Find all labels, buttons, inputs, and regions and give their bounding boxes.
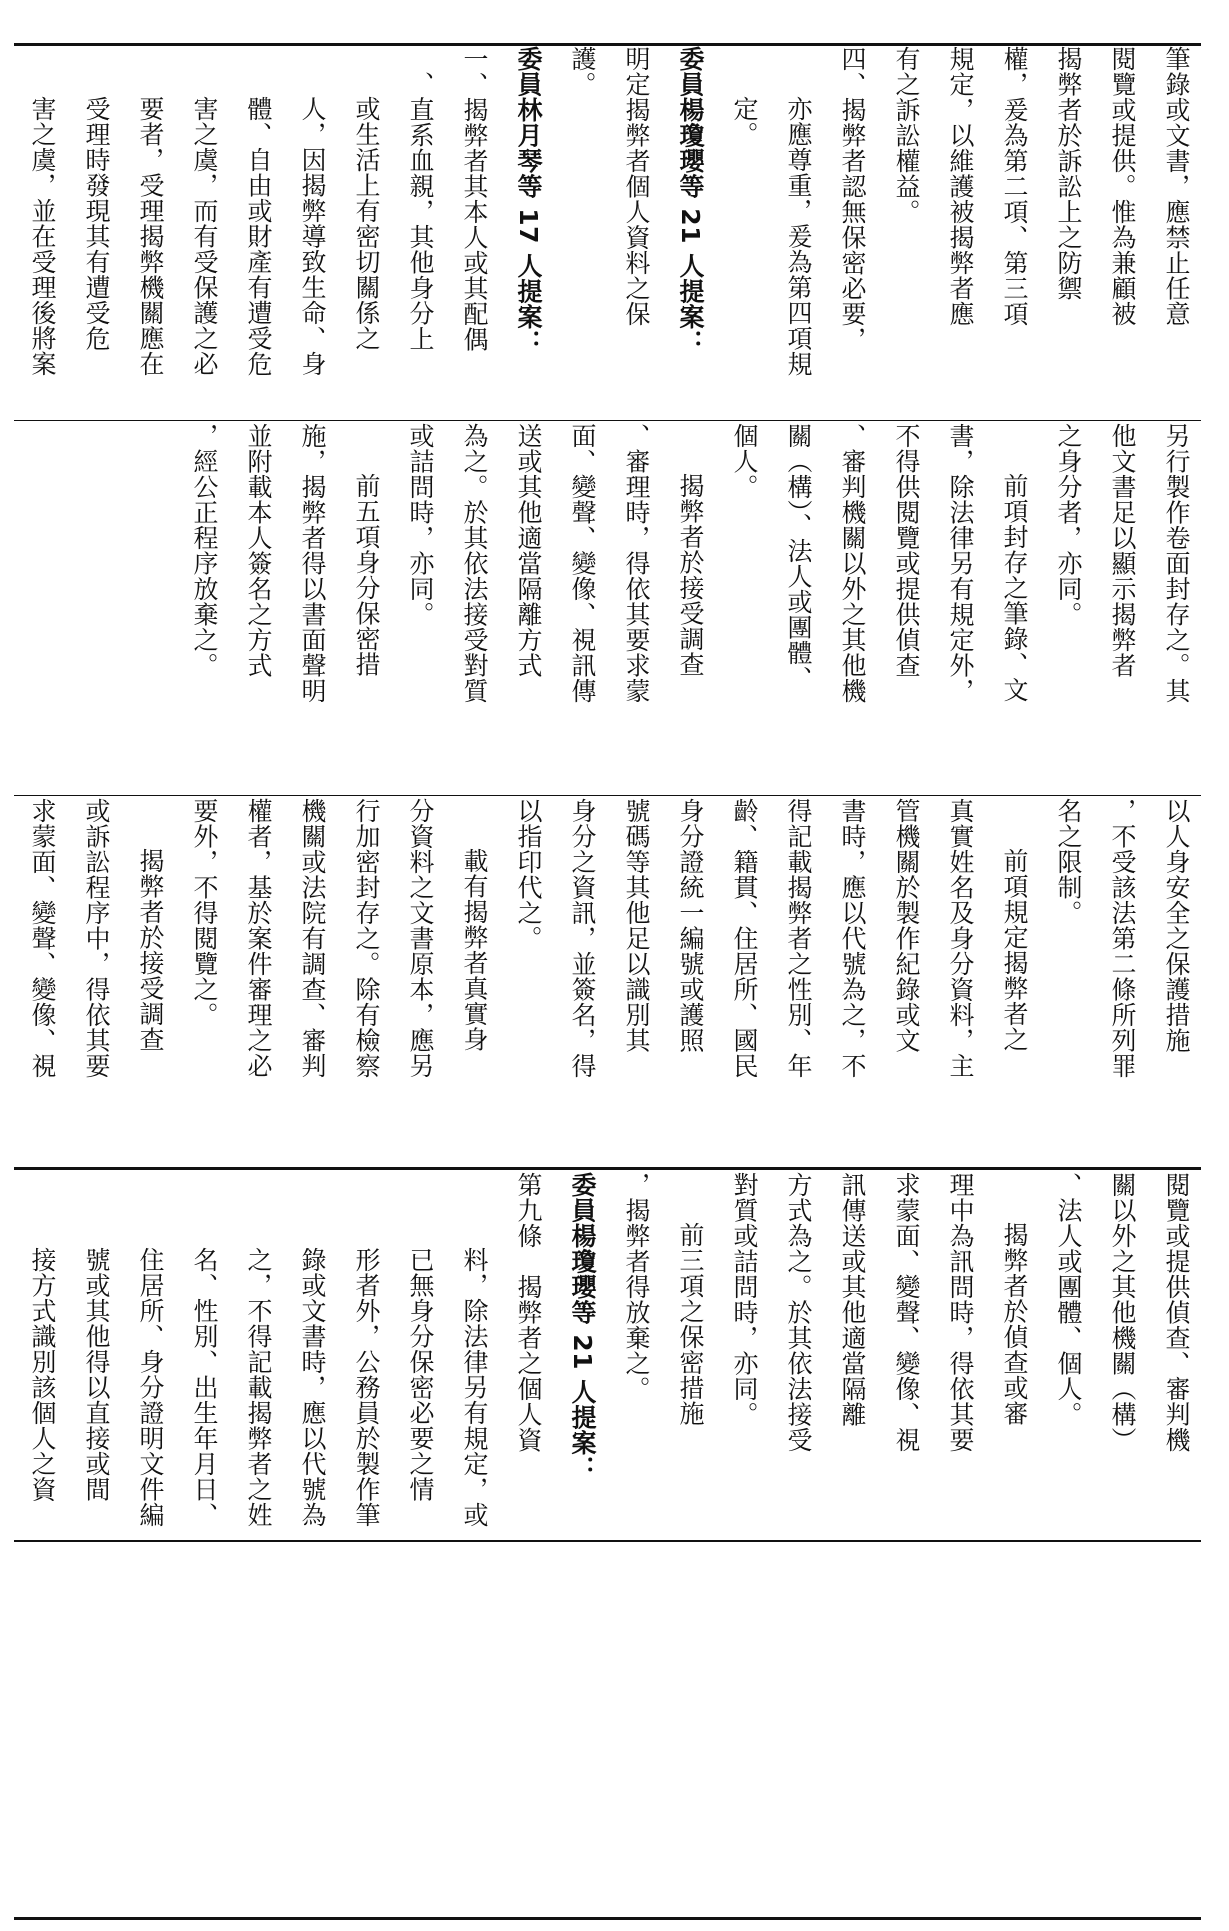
text-line: 送或其他適當隔離方式 [514,423,543,678]
text-line: 前三項之保密措施 [676,1222,705,1426]
text-block-4 [14,1172,1201,1536]
text-line: 並附載本人簽名之方式 [244,423,273,678]
text-line: 住居所、身分證明文件編 [136,1247,165,1528]
text-line: 身分證統一編號或護照 [676,798,705,1053]
text-line: 或生活上有密切關係之 [352,96,381,351]
text-line: 有之訴訟權益。 [892,46,921,225]
text-line: 或訴訟程序中，得依其要 [82,798,111,1079]
text-line: 載有揭弊者真實身 [460,848,489,1052]
text-line: 閱覽或提供。惟為兼顧被 [1108,46,1137,327]
article-line [503,1172,553,1536]
text-line: 揭弊者於訴訟上之防禦 [1054,46,1083,301]
text-line: 、法人或團體、個人。 [1054,1172,1083,1427]
text-line: 護。 [568,46,597,97]
text-line: 定。 [730,96,759,147]
text-line: 號或其他得以直接或間 [82,1247,111,1502]
text-line: 分資料之文書原本，應另 [406,798,435,1079]
text-line: 人，因揭弊導致生命、身 [298,96,327,377]
text-line: 已無身分保密必要之情 [406,1247,435,1502]
text-block-3 [14,798,1201,1163]
text-line: 前項封存之筆錄、文 [1000,473,1029,703]
text-line: 亦應尊重，爰為第四項規 [784,96,813,377]
text-line: 要者，受理揭弊機關應在 [136,96,165,377]
text-line: 、審判機關以外之其他機 [838,423,867,704]
text-line: 要外，不得閱覽之。 [190,798,219,1028]
text-block-2 [14,423,1201,791]
text-line: 害之虞，而有受保護之必 [190,96,219,377]
text-line: 關（構）、法人或團體、 [784,423,813,691]
text-line: 接方式識別該個人之資 [28,1247,57,1502]
text-line: 權，爰為第二項、第三項 [1000,46,1029,327]
text-line: 四、揭弊者認無保密必要， [838,46,867,352]
text-line: 真實姓名及身分資料，主 [946,798,975,1079]
text-line: 、審理時，得依其要求蒙 [622,423,651,704]
text-line: 前項規定揭弊者之 [1000,848,1029,1052]
text-line: 書，除法律另有規定外， [946,423,975,704]
text-line: 機關或法院有調查、審判 [298,798,327,1079]
text-line: 、直系血親，其他身分上 [406,71,435,352]
text-line: 他文書足以顯示揭弊者 [1108,423,1137,678]
article-label: 第九條 [514,1172,543,1249]
text-line: 受理時發現其有遭受危 [82,96,111,351]
text-line: 名、性別、出生年月日、 [190,1247,219,1528]
text-line: 揭弊者於接受調查 [136,848,165,1052]
text-line: 權者，基於案件審理之必 [244,798,273,1079]
section-divider [14,1167,1201,1170]
text-line: 個人。 [730,423,759,500]
section-divider [14,420,1201,421]
text-line: 揭弊者於偵查或審 [1000,1222,1029,1426]
text-line: 前五項身分保密措 [352,473,381,677]
section-divider [14,1540,1201,1542]
text-line: 身分之資訊，並簽名，得 [568,798,597,1079]
text-line: 施，揭弊者得以書面聲明 [298,423,327,704]
text-line: 一、揭弊者其本人或其配偶 [460,46,489,352]
text-line: 書時，應以代號為之，不 [838,798,867,1079]
text-line: 另行製作卷面封存之。其 [1162,423,1191,704]
text-line: 方式為之。於其依法接受 [784,1172,813,1453]
section-divider [14,795,1201,796]
text-line: 之，不得記載揭弊者之姓 [244,1247,273,1528]
text-line: 以指印代之。 [514,798,543,951]
text-line: 理中為訊問時，得依其要 [946,1172,975,1453]
text-line: 管機關於製作紀錄或文 [892,798,921,1053]
text-line: 行加密封存之。除有檢察 [352,798,381,1079]
text-line: 面、變聲、變像、視訊傳 [568,423,597,704]
proposal-heading: 委員楊瓊瓔等 21 人提案： [568,1172,597,1482]
text-line: 關以外之其他機關（構） [1108,1172,1137,1453]
text-line: 得記載揭弊者之性別、年 [784,798,813,1079]
proposal-heading: 委員楊瓊瓔等 21 人提案： [676,46,705,356]
text-line: 形者外，公務員於製作筆 [352,1247,381,1528]
text-block-1 [14,46,1201,416]
text-line: 求蒙面、變聲、變像、視 [28,798,57,1079]
text-line: 或詰問時，亦同。 [406,423,435,627]
text-line: 揭弊者於接受調查 [676,473,705,677]
text-line: 之身分者，亦同。 [1054,423,1083,627]
text-line: 揭弊者之個人資 [514,1274,543,1453]
text-line: 體、自由或財產有遭受危 [244,96,273,377]
text-line: 明定揭弊者個人資料之保 [622,46,651,327]
text-line: 筆錄或文書，應禁止任意 [1162,46,1191,327]
text-line: 號碼等其他足以識別其 [622,798,651,1053]
proposal-heading: 委員林月琴等 17 人提案： [514,46,543,356]
bottom-rule [14,1917,1201,1920]
text-line: ，不受該法第二條所列罪 [1108,798,1137,1079]
text-line: 為之。於其依法接受對質 [460,423,489,704]
text-line: 閱覽或提供偵查、審判機 [1162,1172,1191,1453]
text-line: 害之虞，並在受理後將案 [28,96,57,377]
text-line: 齡、籍貫、住居所、國民 [730,798,759,1079]
text-line: 名之限制。 [1054,798,1083,926]
text-line: ，揭弊者得放棄之。 [622,1172,651,1402]
text-line: 以人身安全之保護措施 [1162,798,1191,1053]
text-line: ，經公正程序放棄之。 [190,423,219,678]
text-line: 規定，以維護被揭弊者應 [946,46,975,327]
text-line: 錄或文書時，應以代號為 [298,1247,327,1528]
text-line: 對質或詰問時，亦同。 [730,1172,759,1427]
text-line: 料，除法律另有規定，或 [460,1247,489,1528]
text-line: 訊傳送或其他適當隔離 [838,1172,867,1427]
text-line: 求蒙面、變聲、變像、視 [892,1172,921,1453]
text-line: 不得供閱覽或提供偵查 [892,423,921,678]
